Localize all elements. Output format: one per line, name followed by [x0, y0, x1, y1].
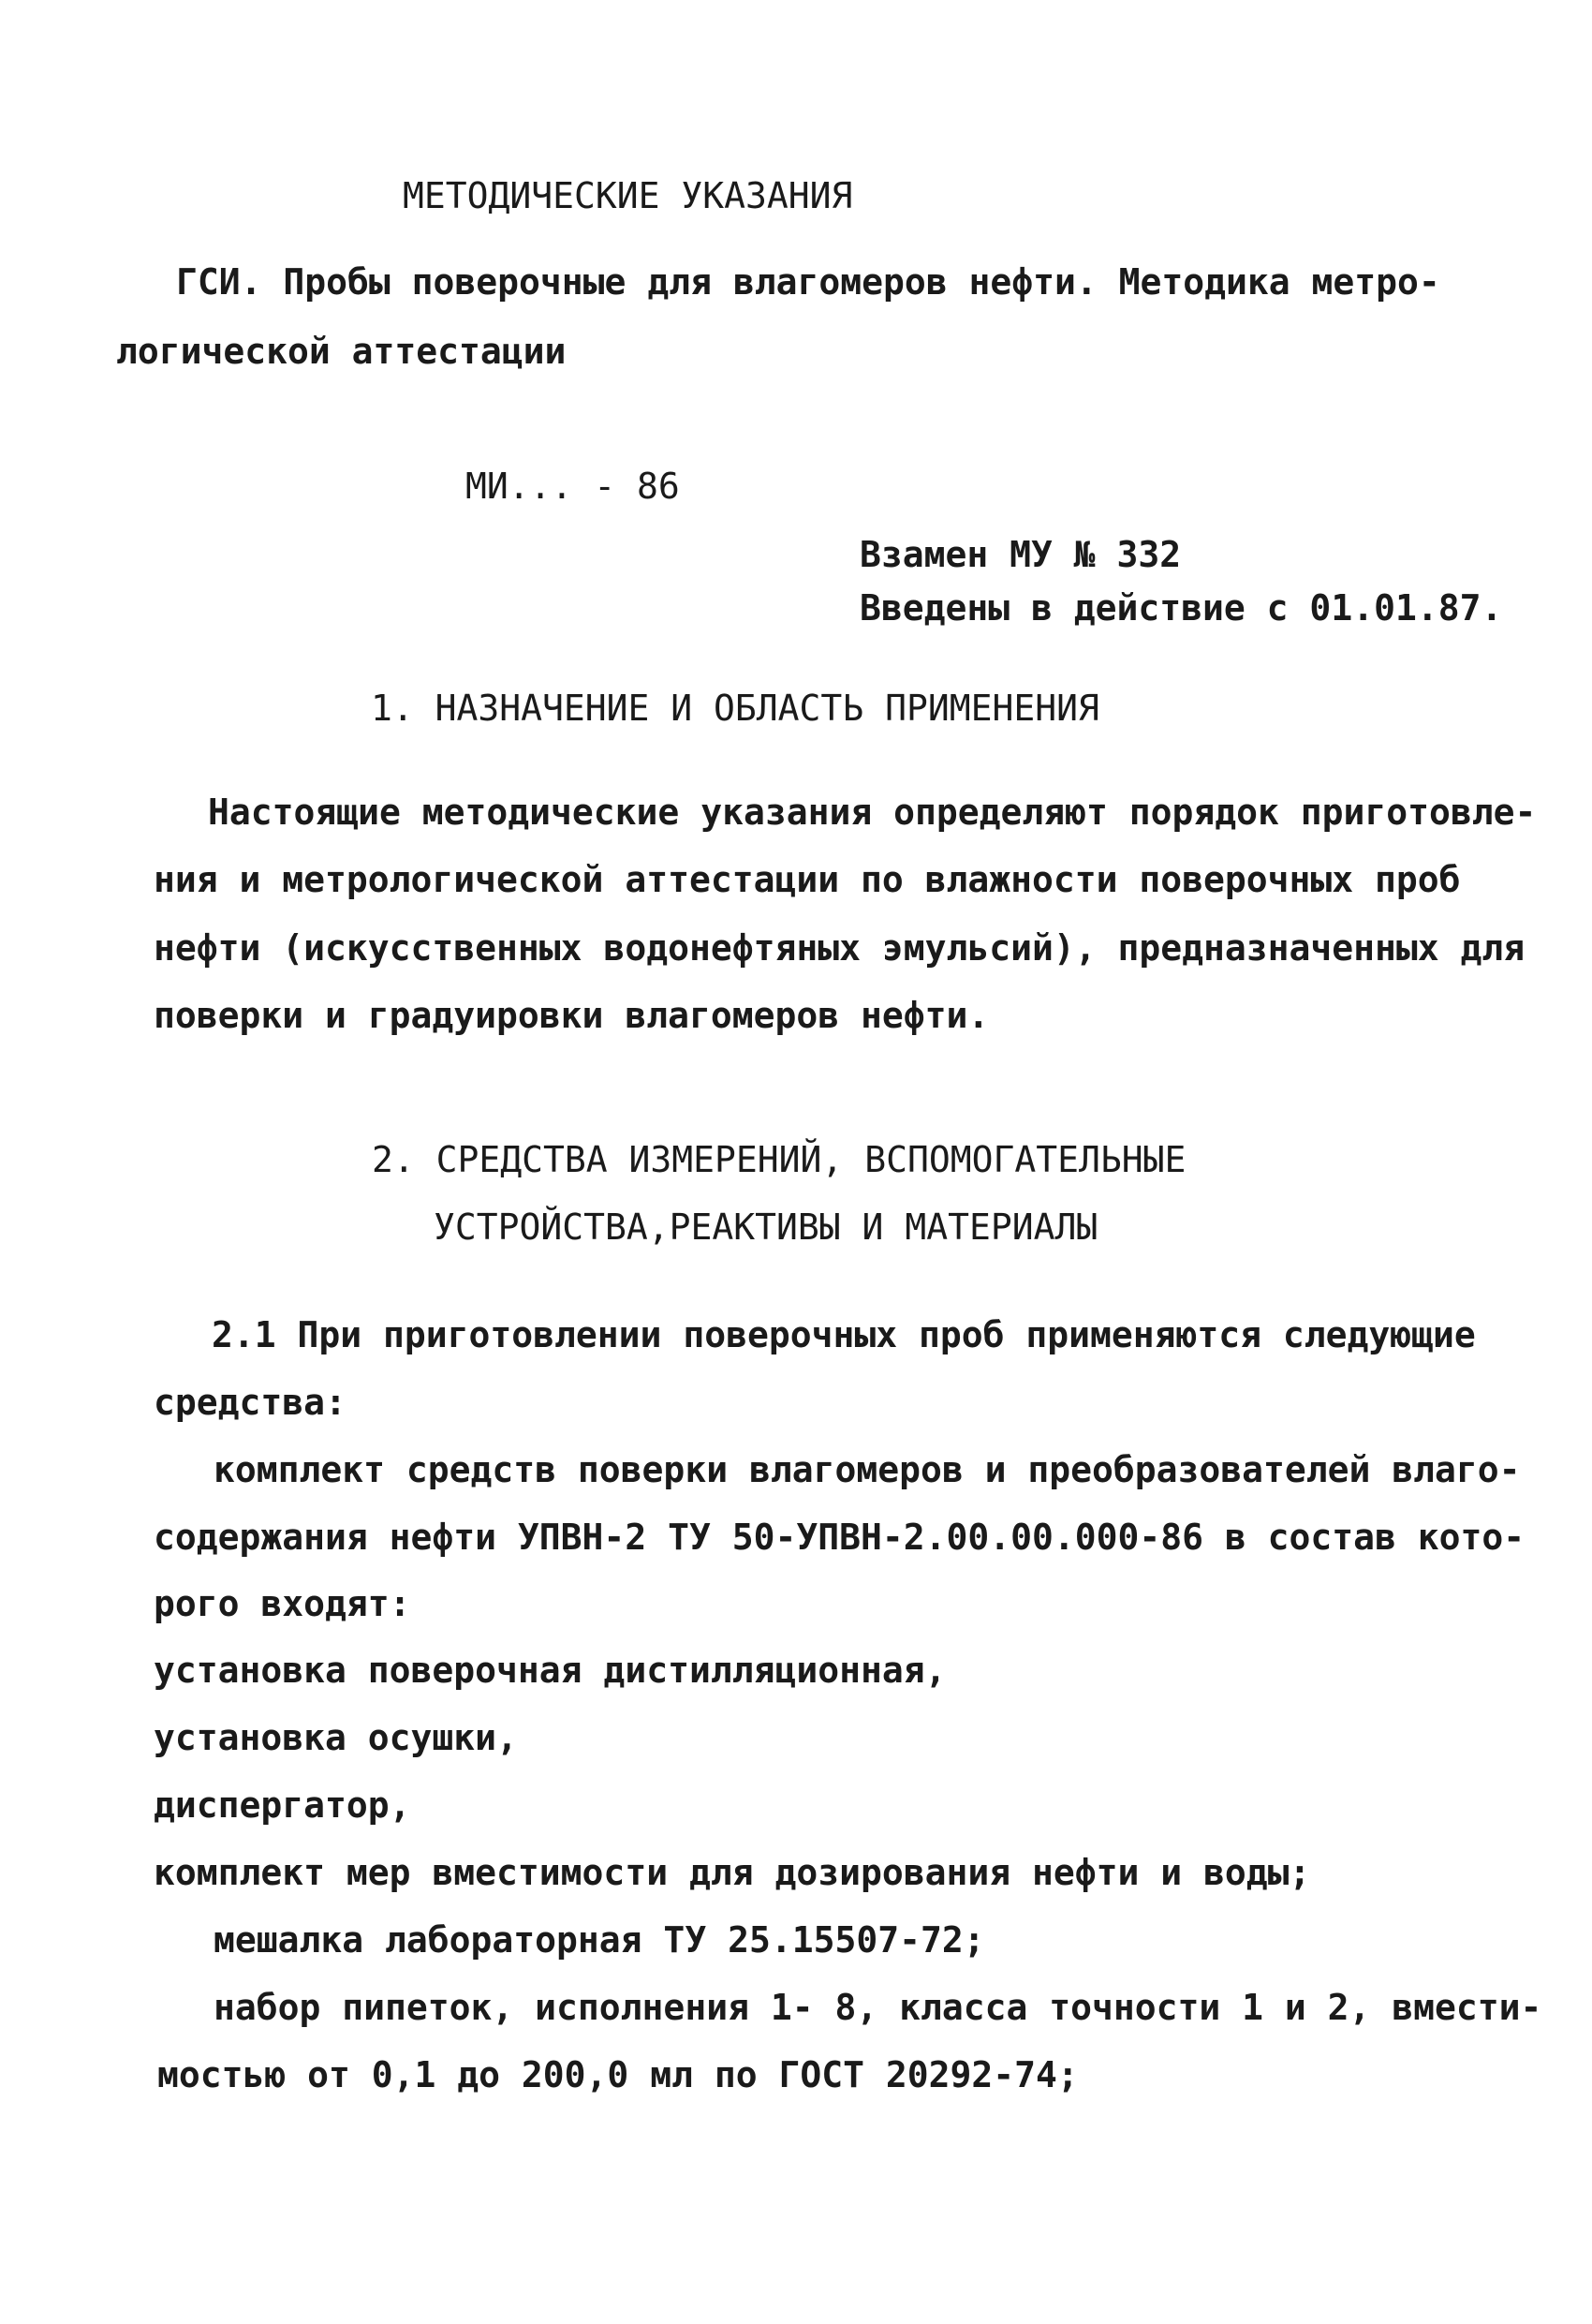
- section-2-line-2: средства:: [154, 1382, 346, 1423]
- section-2-line-8: диспергатор,: [154, 1784, 411, 1826]
- section-2-line-4: содержания нефти УПВН-2 ТУ 50-УПВН-2.00.00.000-86 в состав кото-: [154, 1517, 1526, 1558]
- effective-date: Введены в действие с 01.01.87.: [860, 587, 1503, 629]
- section-2-line-6: установка поверочная дистилляционная,: [154, 1650, 947, 1691]
- section-2-line-7: установка осушки,: [154, 1717, 518, 1758]
- section-2-line-9: комплект мер вместимости для дозирования нефти и воды;: [154, 1852, 1311, 1893]
- section-1-line-3: нефти (искусственных водонефтяных эмульсий), предназначенных для: [154, 927, 1526, 969]
- title-line-1: ГСИ. Пробы поверочные для влагомеров нефти. Методика метро-: [176, 261, 1440, 303]
- section-2-line-10: мешалка лабораторная ТУ 25.15507-72;: [214, 1919, 985, 1961]
- replaces-note: Взамен МУ № 332: [860, 534, 1182, 575]
- section-2-heading-line-1: 2. СРЕДСТВА ИЗМЕРЕНИЙ, ВСПОМОГАТЕЛЬНЫЕ: [372, 1139, 1187, 1180]
- section-2-line-3: комплект средств поверки влагомеров и преобразователей влаго-: [214, 1449, 1521, 1490]
- section-1-line-4: поверки и градуировки влагомеров нефти.: [154, 995, 990, 1036]
- section-2-heading-line-2: УСТРОЙСТВА,РЕАКТИВЫ И МАТЕРИАЛЫ: [434, 1206, 1098, 1248]
- document-type: МЕТОДИЧЕСКИЕ УКАЗАНИЯ: [403, 175, 853, 216]
- section-2-line-1: 2.1 При приготовлении поверочных проб применяются следующие: [212, 1314, 1476, 1355]
- section-2-line-5: рого входят:: [154, 1583, 411, 1624]
- section-1-line-1: Настоящие методические указания определяют порядок приготовле-: [208, 792, 1537, 833]
- section-2-line-11: набор пипеток, исполнения 1- 8, класса точности 1 и 2, вмести-: [214, 1987, 1542, 2028]
- title-line-2: логической аттестации: [116, 331, 567, 372]
- section-1-line-2: ния и метрологической аттестации по влажности поверочных проб: [154, 859, 1461, 900]
- section-1-heading: 1. НАЗНАЧЕНИЕ И ОБЛАСТЬ ПРИМЕНЕНИЯ: [371, 688, 1099, 729]
- section-2-line-12: мостью от 0,1 до 200,0 мл по ГОСТ 20292-74;: [157, 2054, 1079, 2095]
- document-number: МИ... - 86: [465, 466, 680, 507]
